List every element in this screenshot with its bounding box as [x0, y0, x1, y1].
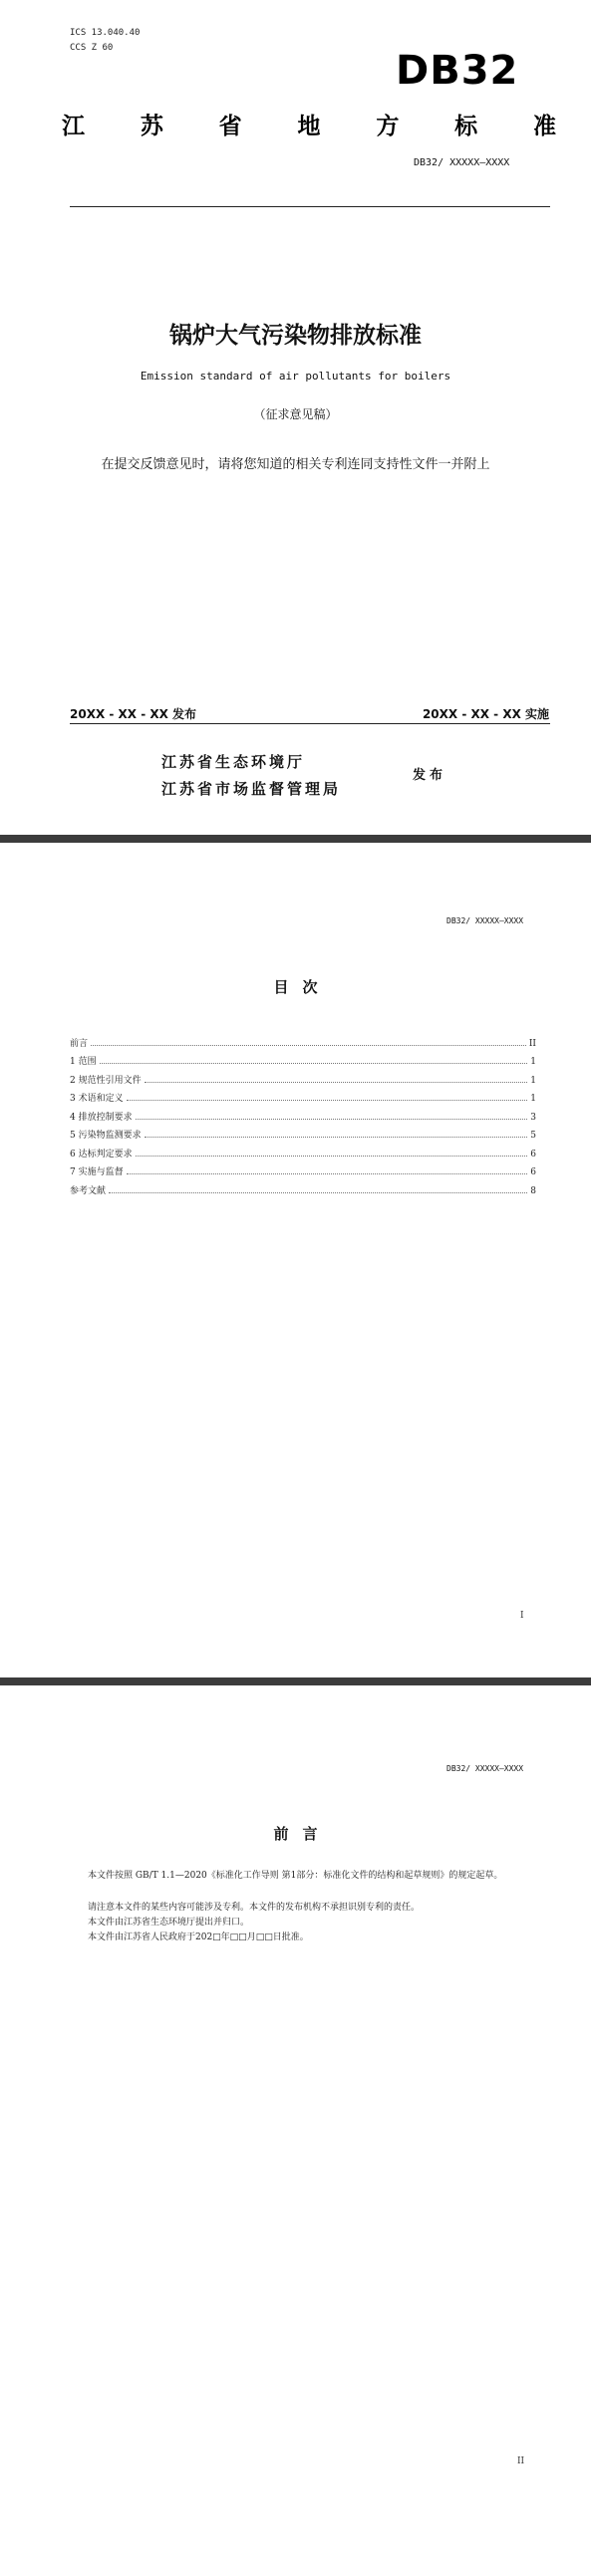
toc-entry[interactable] — [70, 1159, 536, 1178]
page-gap — [0, 1677, 591, 1685]
toc-page — [0, 843, 591, 1677]
toc-entry-page: 1 — [530, 1075, 536, 1086]
ics-code: ICS 13.040.40 — [70, 28, 141, 38]
preface-paragraph: 本文件按照 GB/T 1.1—2020《标准化工作导则 第1部分：标准化文件的结构和起草规则》的规定起草。 — [88, 1871, 503, 1881]
document-title-english: Emission standard of air pollutants for boilers — [140, 370, 451, 383]
toc-entry-label: 参考文献 — [70, 1185, 107, 1196]
toc-entry[interactable] — [70, 1049, 536, 1068]
toc-entry[interactable] — [70, 1104, 536, 1123]
toc-list — [70, 1030, 536, 1196]
release-date: 20XX - XX - XX 发布 — [70, 707, 197, 721]
toc-entry[interactable] — [70, 1030, 536, 1049]
draft-label: （征求意见稿） — [253, 407, 338, 421]
standard-type-char: 苏 — [140, 114, 163, 139]
page-gap — [0, 835, 591, 843]
document-number: DB32/ XXXXX—XXXX — [414, 157, 510, 168]
toc-entry-page: 6 — [530, 1149, 536, 1159]
preface-page-number: II — [517, 2456, 525, 2466]
issuer-market-supervision: 江苏省市场监督管理局 — [161, 780, 342, 798]
toc-entry[interactable] — [70, 1141, 536, 1159]
toc-entry[interactable] — [70, 1123, 536, 1142]
preface-title: 前言 — [273, 1825, 332, 1843]
publish-label: 发布 — [413, 768, 447, 783]
toc-entry-label: 4 排放控制要求 — [70, 1112, 133, 1123]
footer-rule — [70, 723, 550, 724]
header-rule — [70, 206, 550, 207]
toc-entry-label: 2 规范性引用文件 — [70, 1075, 142, 1086]
toc-entry-label: 1 范围 — [70, 1057, 97, 1067]
toc-entry[interactable] — [70, 1086, 536, 1105]
toc-page-number: I — [520, 1611, 524, 1621]
toc-entry-page: II — [528, 1038, 536, 1049]
toc-running-header: DB32/ XXXXX—XXXX — [446, 916, 524, 925]
implement-date: 20XX - XX - XX 实施 — [422, 707, 549, 721]
preface-paragraph: 本文件由江苏省人民政府于202□年□□月□□日批准。 — [88, 1932, 309, 1942]
cover-page — [0, 0, 591, 835]
toc-entry[interactable] — [70, 1177, 536, 1196]
ccs-code: CCS Z 60 — [70, 43, 114, 53]
standard-type-char: 准 — [532, 114, 556, 139]
toc-entry-page: 1 — [530, 1094, 536, 1104]
standard-type-heading — [62, 108, 556, 140]
toc-entry-page: 5 — [530, 1131, 536, 1141]
preface-paragraph: 本文件由江苏省生态环境厅提出并归口。 — [88, 1918, 250, 1928]
toc-title: 目次 — [273, 978, 332, 996]
standard-type-char: 方 — [376, 114, 400, 139]
preface-page — [0, 1685, 591, 2576]
document-title: 锅炉大气污染物排放标准 — [169, 323, 422, 349]
toc-entry[interactable] — [70, 1067, 536, 1086]
standard-type-char: 标 — [454, 114, 478, 139]
standard-type-char: 地 — [297, 114, 321, 139]
toc-entry-label: 3 术语和定义 — [70, 1094, 124, 1104]
toc-entry-page: 3 — [530, 1112, 536, 1123]
preface-running-header: DB32/ XXXXX—XXXX — [446, 1764, 524, 1773]
issuer-environment: 江苏省生态环境厅 — [161, 753, 306, 771]
toc-entry-page: 8 — [530, 1185, 536, 1196]
patent-notice: 在提交反馈意见时，请将您知道的相关专利连同支持性文件一并附上 — [101, 457, 490, 472]
toc-entry-label: 前言 — [70, 1038, 89, 1049]
toc-entry-label: 7 实施与监督 — [70, 1167, 124, 1177]
db-logo: DB32 — [396, 48, 519, 94]
toc-entry-label: 6 达标判定要求 — [70, 1149, 133, 1159]
toc-entry-page: 6 — [530, 1167, 536, 1177]
toc-entry-page: 1 — [530, 1057, 536, 1067]
standard-type-char: 省 — [218, 114, 242, 139]
standard-type-char: 江 — [62, 114, 85, 139]
preface-paragraph: 请注意本文件的某些内容可能涉及专利。本文件的发布机构不承担识别专利的责任。 — [88, 1903, 421, 1913]
toc-entry-label: 5 污染物监测要求 — [70, 1131, 142, 1141]
